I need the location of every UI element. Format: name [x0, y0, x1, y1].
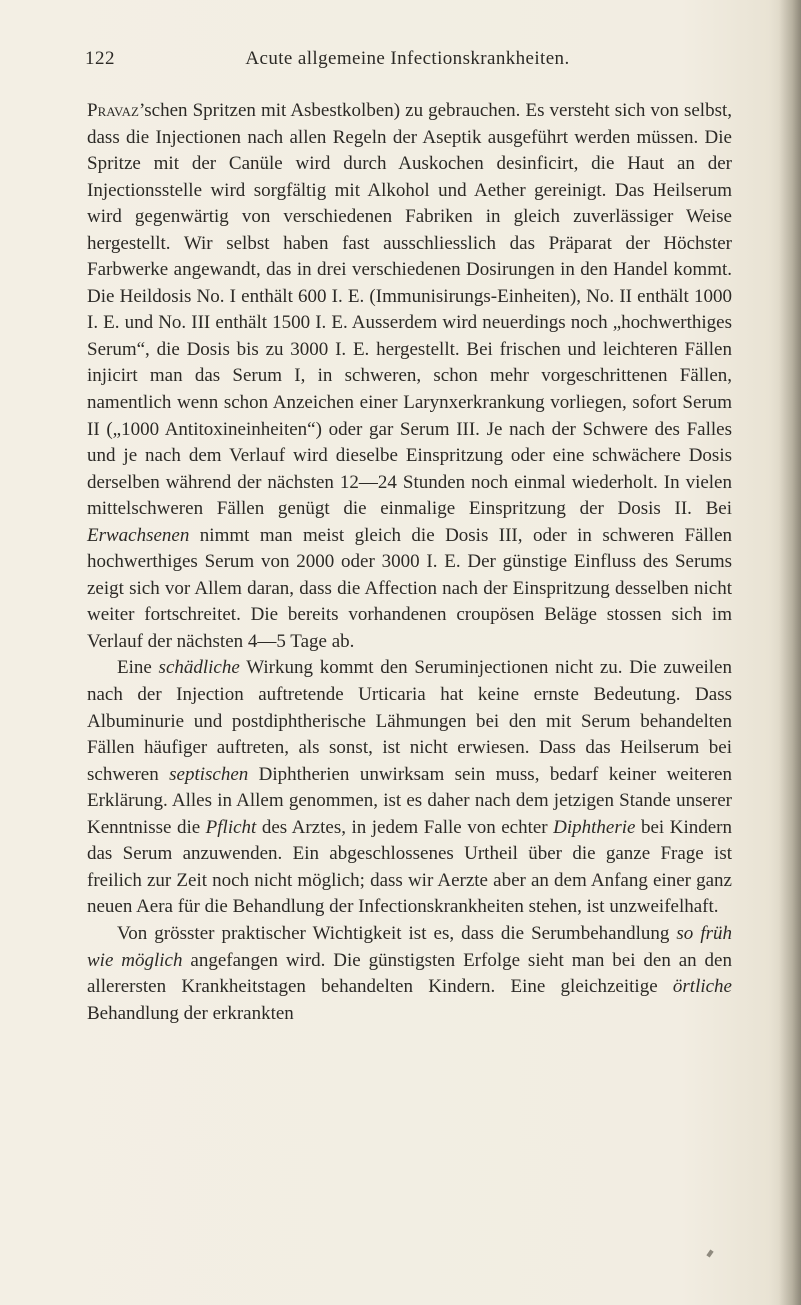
- emphasis-septischen: septischen: [169, 763, 249, 785]
- paragraph-1-text-continued: nimmt man meist gleich die Dosis III, oder in schweren Fällen hochwerthiges Serum von 2000 oder 3000 I. E. Der günstige Einfluss des Serums zeigt sich vor Allem daran, dass die Affection nach der Einspritzung desselben nicht weiter fortschreitet. Die bereits vorhandenen croupösen Beläge stossen sich im Verlauf der nächsten 4—5 Tage ab.: [87, 524, 732, 652]
- paragraph-1-text: ’schen Spritzen mit Asbestkolben) zu gebrauchen. Es versteht sich von selbst, dass die Injectionen nach allen Regeln der Aseptik ausgeführt werden müssen. Die Spritze mit der Canüle wird durch Auskochen desinficirt, die Haut an der Injectionsstelle wird sorgfältig mit Alkohol und Aether gereinigt. Das Heilserum wird gegenwärtig von verschiedenen Fabriken in gleich zuverlässiger Weise hergestellt. Wir selbst haben fast ausschliesslich das Präparat der Höchster Farbwerke angewandt, das in drei verschiedenen Dosirungen in den Handel kommt. Die Heildosis No. I enthält 600 I. E. (Immunisirungs-Einheiten), No. II enthält 1000 I. E. und No. III enthält 1500 I. E. Ausserdem wird neuerdings noch „hochwerthiges Serum“, die Dosis bis zu 3000 I. E. hergestellt. Bei frischen und leichteren Fällen injicirt man das Serum I, in schweren, schon mehr vorgeschrittenen Fällen, namentlich wenn schon Anzeichen einer Larynxerkrankung vorliegen, sofort Serum II („1000 Antitoxineinheiten“) oder gar Serum III. Je nach der Schwere des Falles und je nach dem Verlauf wird dieselbe Einspritzung oder eine schwächere Dosis derselben während der nächsten 12—24 Stunden noch einmal wiederholt. In vielen mittelschweren Fällen genügt die einmalige Einspritzung der Dosis II. Bei: [87, 100, 732, 520]
- emphasis-oertliche: örtliche: [672, 976, 732, 998]
- emphasis-schaedliche: schädliche: [158, 657, 240, 679]
- ink-speck: [706, 1249, 713, 1257]
- paragraph-2: [87, 655, 732, 920]
- body-text: [87, 98, 732, 1027]
- emphasis-diphtherie: Diphtherie: [553, 816, 636, 838]
- page-number: 122: [85, 48, 115, 69]
- paragraph-3-text-c: Behandlung der erkrankten: [87, 1002, 294, 1024]
- paragraph-2-text-a: Eine: [117, 657, 159, 679]
- paragraph-3: [87, 921, 732, 1027]
- paragraph-3-text-a: Von grösster praktischer Wichtigkeit ist es, dass die Serumbehandlung: [117, 922, 677, 944]
- paragraph-2-text-c: Diphtherien unwirksam sein muss, bedarf keiner weiteren Erklärung. Alles in Allem genommen, ist es daher nach dem jetzigen Stande unserer Kenntnisse die: [87, 763, 732, 838]
- paragraph-2-text-b: Wirkung kommt den Seruminjectionen nicht zu. Die zuweilen nach der Injection auftretende Urticaria hat keine ernste Bedeutung. Dass Albuminurie und postdiphtherische Lähmungen bei den mit Serum behandelten Fällen häufiger auftreten, als sonst, ist nicht erwiesen. Dass das Heilserum bei schweren: [87, 657, 732, 785]
- paragraph-3-text-b: angefangen wird. Die günstigsten Erfolge sieht man bei den an den allerersten Krankheitstagen behandelten Kindern. Eine gleichzeitige: [87, 949, 732, 998]
- running-title: Acute allgemeine Infectionskrankheiten.: [245, 48, 570, 69]
- author-name: Pravaz: [87, 100, 139, 121]
- emphasis-pflicht: Pflicht: [205, 816, 257, 838]
- paragraph-2-text-e: bei Kindern das Serum anzuwenden. Ein abgeschlossenes Urtheil über die ganze Frage ist freilich zur Zeit noch nicht möglich; dass wir Aerzte aber an dem Anfang einer ganz neuen Aera für die Behandlung der Infectionskrankheiten stehen, ist unzweifelhaft.: [87, 816, 732, 918]
- emphasis-so-frueh-wie-moeglich: so früh wie möglich: [87, 922, 732, 971]
- paragraph-1: [87, 98, 732, 655]
- page-header: [85, 48, 730, 76]
- page-edge-shadow: [779, 0, 801, 1305]
- emphasis-erwachsenen: Erwachsenen: [87, 524, 190, 546]
- paragraph-2-text-d: des Arztes, in jedem Falle von echter: [256, 816, 554, 838]
